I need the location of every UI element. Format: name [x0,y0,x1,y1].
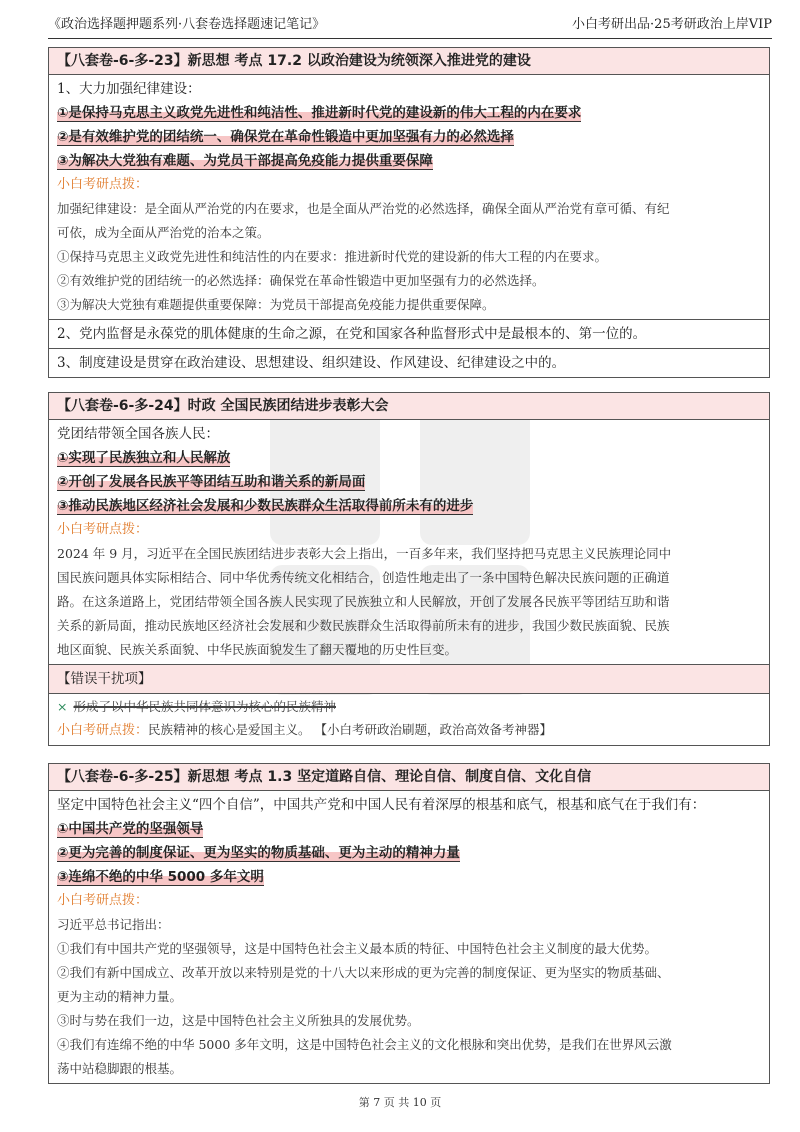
tip-line: 更为主动的精神力量。 [57,989,183,1004]
tip-line: 习近平总书记指出： [57,917,170,932]
tip-line: ③为解决大党独有难题提供重要保障：为党员干部提高免疫能力提供重要保障。 [57,297,495,312]
wrong-option [57,696,761,718]
key-point: ①中国共产党的坚强领导 [57,821,204,837]
tip-line: 路。在这条道路上，党团结带领全国各族人民实现了民族独立和人民解放，开创了发展各民族平等团结互助和谐 [57,594,670,609]
tip-line: ②有效维护党的团结统一的必然选择：确保党在革命性锻造中更加坚强有力的必然选择。 [57,273,545,288]
header-left-title: 《政治选择题押题系列·八套卷选择题速记笔记》 [48,17,326,32]
tip-line: ④我们有连绵不绝的中华 5000 多年文明，这是中国特色社会主义的文化根脉和突出优势，是我们在世界风云激 [57,1037,672,1052]
tip-line: 加强纪律建设：是全面从严治党的内在要求，也是全面从严治党的必然选择，确保全面从严治党有章可循、有纪 [57,201,670,216]
tip-line: 地区面貌、民族关系面貌、中华民族面貌发生了翻天覆地的历史性巨变。 [57,642,458,657]
card-title: 【八套卷-6-多-24】时政 全国民族团结进步表彰大会 [49,393,769,420]
tip-label: 小白考研点拨： [57,522,149,537]
tip-line: 国民族问题具体实际相结合、同中华优秀传统文化相结合，创造性地走出了一条中国特色解决民族问题的正确道 [57,570,670,585]
item-text: 2、党内监督是永葆党的肌体健康的生命之源，在党和国家各种监督形式中是最根本的、第一位的。 [57,326,647,342]
wrong-option-title: 【错误干扰项】 [57,671,152,687]
tip-label: 小白考研点拨： [57,723,149,738]
key-point: ①实现了民族独立和人民解放 [57,450,231,466]
tip-line: ①保持马克思主义政党先进性和纯洁性的内在要求：推进新时代党的建设新的伟大工程的内在要求。 [57,249,608,264]
tip-label: 小白考研点拨： [57,177,149,192]
intro-text: 坚定中国特色社会主义“四个自信”，中国共产党和中国人民有着深厚的根基和底气，根基和底气在于我们有： [57,797,706,813]
page-number: 第 7 页 共 10 页 [358,1096,442,1109]
tip-line: 可依，成为全面从严治党的治本之策。 [57,225,270,240]
key-point: ②更为完善的制度保证、更为坚实的物质基础、更为主动的精神力量 [57,845,460,861]
wrong-option-note: 民族精神的核心是爱国主义。 【小白考研政治刷题，政治高效备考神器】 [148,722,552,737]
wrong-option-text: 形成了以中华民族共同体意识为核心的民族精神 [73,699,336,714]
header-right-title: 小白考研出品·25考研政治上岸VIP [572,17,772,32]
key-point: ②开创了发展各民族平等团结互助和谐关系的新局面 [57,474,366,490]
tip-line: ②我们有新中国成立、改革开放以来特别是党的十八大以来形成的更为完善的制度保证、更为坚实的物质基础、 [57,965,670,980]
key-point: ③推动民族地区经济社会发展和少数民族群众生活取得前所未有的进步 [57,498,474,514]
question-card-24 [48,392,770,746]
question-card-23 [48,47,770,378]
cross-icon: × [57,699,68,714]
item-text: 3、制度建设是贯穿在政治建设、思想建设、组织建设、作风建设、纪律建设之中的。 [57,355,566,371]
key-point: ②是有效维护党的团结统一、确保党在革命性锻造中更加坚强有力的必然选择 [57,129,514,145]
tip-line: 关系的新局面，推动民族地区经济社会发展和少数民族群众生活取得前所未有的进步，我国少数民族面貌、民族 [57,618,670,633]
tip-line: ③时与势在我们一边，这是中国特色社会主义所独具的发展优势。 [57,1013,420,1028]
intro-text: 党团结带领全国各族人民： [57,426,219,442]
key-point: ①是保持马克思主义政党先进性和纯洁性、推进新时代党的建设新的伟大工程的内在要求 [57,105,582,121]
card-title: 【八套卷-6-多-25】新思想 考点 1.3 坚定道路自信、理论自信、制度自信、文化自信 [49,764,769,791]
tip-line: ①我们有中国共产党的坚强领导，这是中国特色社会主义最本质的特征、中国特色社会主义制度的最大优势。 [57,941,658,956]
tip-line: 荡中站稳脚跟的根基。 [57,1061,183,1076]
page-header [48,12,772,39]
question-card-25 [48,763,770,1084]
key-point: ③为解决大党独有难题、为党员干部提高免疫能力提供重要保障 [57,153,433,169]
key-point: ③连绵不绝的中华 5000 多年文明 [57,869,264,885]
tip-label: 小白考研点拨： [57,893,149,908]
tip-line: 2024 年 9 月，习近平在全国民族团结进步表彰大会上指出，一百多年来，我们坚持把马克思主义民族理论同中 [57,546,672,561]
card-title: 【八套卷-6-多-23】新思想 考点 17.2 以政治建设为统领深入推进党的建设 [49,48,769,75]
intro-text: 1、大力加强纪律建设： [57,81,201,97]
